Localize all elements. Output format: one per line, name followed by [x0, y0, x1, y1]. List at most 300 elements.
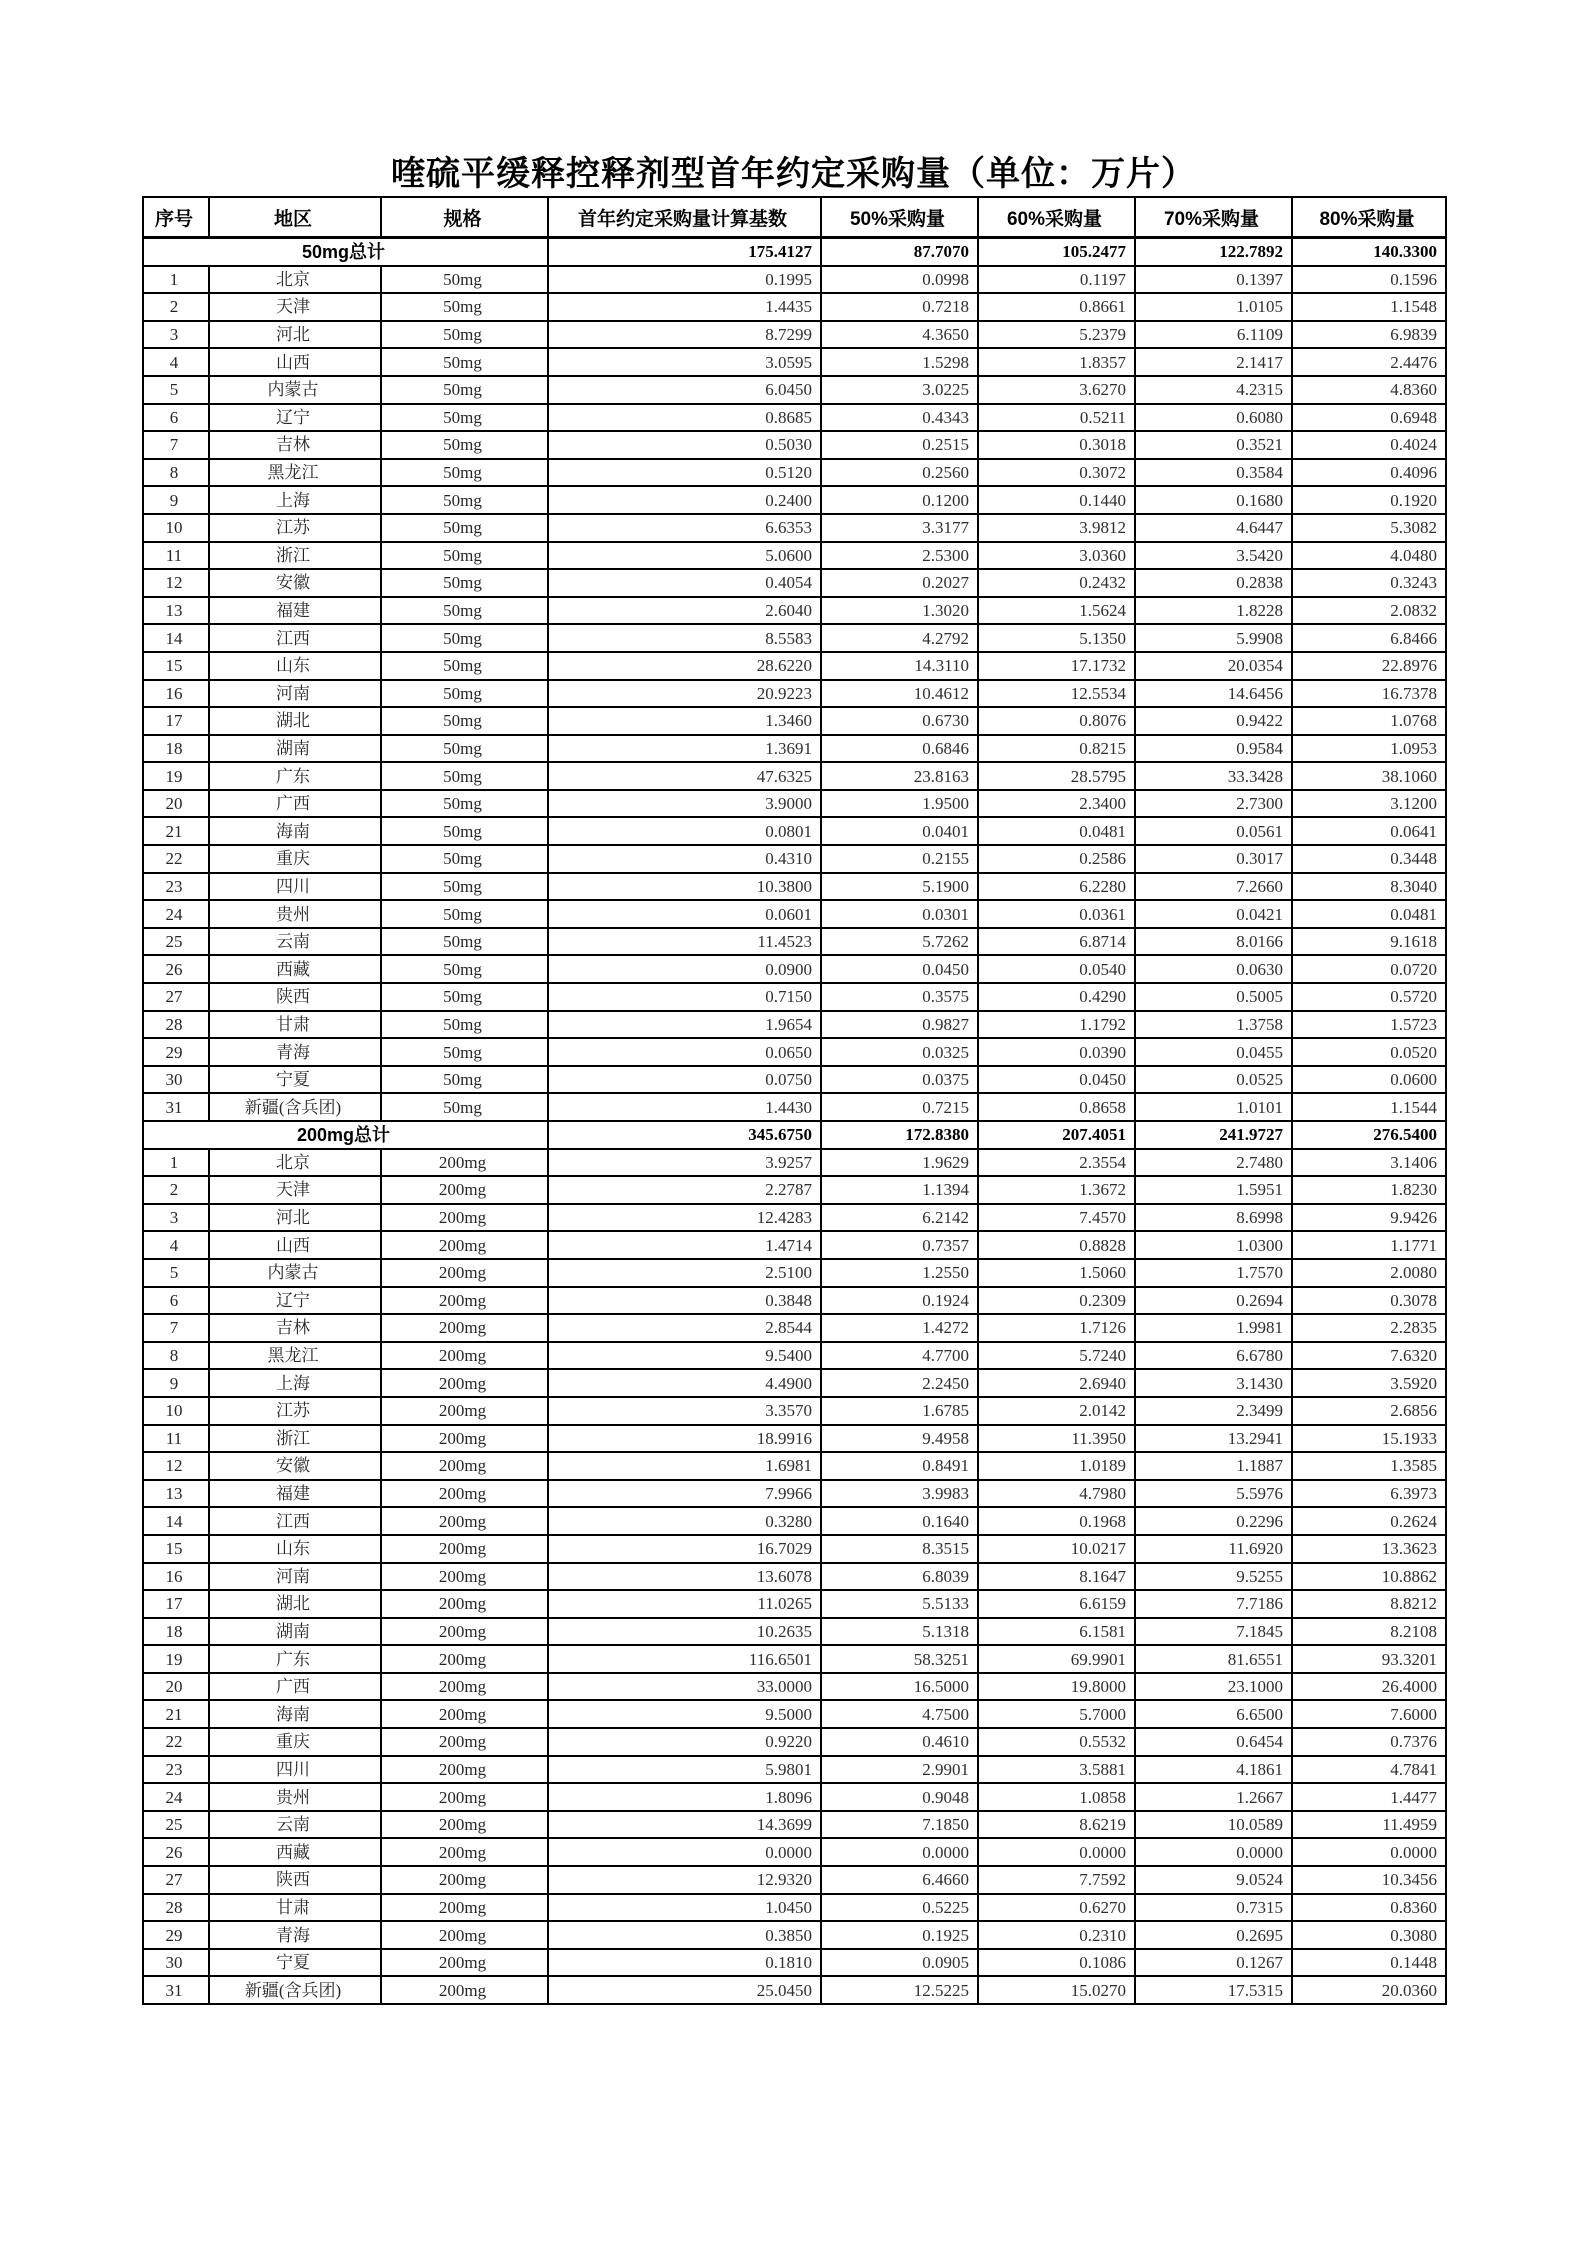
spec: 200mg [381, 1176, 548, 1204]
spec: 200mg [381, 1756, 548, 1784]
qty-50pct: 6.2142 [821, 1204, 978, 1232]
base-qty: 9.5000 [548, 1700, 821, 1728]
qty-60pct: 0.1440 [978, 486, 1135, 514]
region-name: 河北 [209, 321, 381, 349]
base-qty: 0.0601 [548, 900, 821, 928]
procurement-table [142, 196, 1447, 2005]
table-row [143, 486, 1446, 514]
base-qty: 0.0000 [548, 1838, 821, 1866]
base-qty: 10.2635 [548, 1618, 821, 1646]
region-name: 安徽 [209, 1452, 381, 1480]
table-row [143, 1397, 1446, 1425]
qty-60pct: 1.5060 [978, 1259, 1135, 1287]
qty-60pct: 6.2280 [978, 873, 1135, 901]
spec: 50mg [381, 1011, 548, 1039]
qty-70pct: 0.5005 [1135, 983, 1292, 1011]
qty-60pct: 3.9812 [978, 514, 1135, 542]
table-row [143, 459, 1446, 487]
base-qty: 14.3699 [548, 1811, 821, 1839]
table-row [143, 1921, 1446, 1949]
table-row [143, 1673, 1446, 1701]
table-row [143, 762, 1446, 790]
qty-80pct: 13.3623 [1292, 1535, 1446, 1563]
qty-50pct: 0.4610 [821, 1728, 978, 1756]
qty-60pct: 0.3072 [978, 459, 1135, 487]
row-index: 29 [143, 1921, 209, 1949]
total-qty-80pct: 140.3300 [1292, 238, 1446, 266]
base-qty: 8.5583 [548, 624, 821, 652]
qty-60pct: 8.1647 [978, 1563, 1135, 1591]
qty-60pct: 7.7592 [978, 1866, 1135, 1894]
qty-60pct: 0.8215 [978, 735, 1135, 763]
base-qty: 0.0801 [548, 817, 821, 845]
qty-80pct: 1.8230 [1292, 1176, 1446, 1204]
row-index: 1 [143, 266, 209, 294]
qty-50pct: 0.1925 [821, 1921, 978, 1949]
qty-60pct: 0.5211 [978, 404, 1135, 432]
base-qty: 3.9257 [548, 1149, 821, 1177]
table-row [143, 624, 1446, 652]
row-index: 19 [143, 1645, 209, 1673]
qty-60pct: 0.0450 [978, 1066, 1135, 1094]
qty-80pct: 26.4000 [1292, 1673, 1446, 1701]
qty-50pct: 0.0325 [821, 1038, 978, 1066]
qty-80pct: 7.6000 [1292, 1700, 1446, 1728]
table-body [143, 238, 1446, 2005]
qty-80pct: 4.8360 [1292, 376, 1446, 404]
region-name: 内蒙古 [209, 1259, 381, 1287]
row-index: 29 [143, 1038, 209, 1066]
spec: 200mg [381, 1231, 548, 1259]
qty-80pct: 0.4096 [1292, 459, 1446, 487]
region-name: 山西 [209, 1231, 381, 1259]
region-name: 辽宁 [209, 404, 381, 432]
row-index: 17 [143, 1590, 209, 1618]
qty-50pct: 0.4343 [821, 404, 978, 432]
base-qty: 1.4714 [548, 1231, 821, 1259]
base-qty: 20.9223 [548, 680, 821, 708]
qty-70pct: 14.6456 [1135, 680, 1292, 708]
region-name: 内蒙古 [209, 376, 381, 404]
qty-60pct: 8.6219 [978, 1811, 1135, 1839]
qty-60pct: 5.7240 [978, 1342, 1135, 1370]
qty-50pct: 1.9629 [821, 1149, 978, 1177]
qty-70pct: 2.7300 [1135, 790, 1292, 818]
qty-50pct: 14.3110 [821, 652, 978, 680]
spec: 200mg [381, 1811, 548, 1839]
spec: 200mg [381, 1535, 548, 1563]
row-index: 20 [143, 790, 209, 818]
qty-80pct: 93.3201 [1292, 1645, 1446, 1673]
spec: 50mg [381, 790, 548, 818]
spec: 200mg [381, 1563, 548, 1591]
qty-70pct: 3.1430 [1135, 1369, 1292, 1397]
row-index: 27 [143, 983, 209, 1011]
table-row [143, 431, 1446, 459]
table-row [143, 1176, 1446, 1204]
spec: 200mg [381, 1259, 548, 1287]
table-row [143, 1231, 1446, 1259]
spec: 50mg [381, 624, 548, 652]
row-index: 10 [143, 514, 209, 542]
total-qty-60pct: 207.4051 [978, 1121, 1135, 1149]
row-index: 26 [143, 1838, 209, 1866]
row-index: 8 [143, 1342, 209, 1370]
region-name: 河南 [209, 1563, 381, 1591]
spec: 50mg [381, 680, 548, 708]
col-header-70pct: 70%采购量 [1135, 197, 1292, 238]
row-index: 16 [143, 680, 209, 708]
table-row [143, 1480, 1446, 1508]
spec: 50mg [381, 1066, 548, 1094]
qty-80pct: 0.1920 [1292, 486, 1446, 514]
qty-50pct: 0.7218 [821, 293, 978, 321]
qty-70pct: 1.9981 [1135, 1314, 1292, 1342]
row-index: 24 [143, 1783, 209, 1811]
row-index: 23 [143, 873, 209, 901]
base-qty: 5.0600 [548, 542, 821, 570]
qty-50pct: 5.7262 [821, 928, 978, 956]
qty-70pct: 23.1000 [1135, 1673, 1292, 1701]
qty-50pct: 0.0000 [821, 1838, 978, 1866]
qty-80pct: 1.4477 [1292, 1783, 1446, 1811]
qty-60pct: 0.0000 [978, 1838, 1135, 1866]
spec: 200mg [381, 1287, 548, 1315]
qty-80pct: 0.6948 [1292, 404, 1446, 432]
base-qty: 0.8685 [548, 404, 821, 432]
region-name: 湖南 [209, 735, 381, 763]
base-qty: 0.3280 [548, 1507, 821, 1535]
qty-70pct: 5.9908 [1135, 624, 1292, 652]
region-name: 北京 [209, 1149, 381, 1177]
qty-70pct: 4.6447 [1135, 514, 1292, 542]
region-name: 山东 [209, 1535, 381, 1563]
row-index: 21 [143, 817, 209, 845]
base-qty: 12.9320 [548, 1866, 821, 1894]
qty-50pct: 0.1640 [821, 1507, 978, 1535]
qty-70pct: 0.9422 [1135, 707, 1292, 735]
table-row [143, 1700, 1446, 1728]
region-name: 四川 [209, 1756, 381, 1784]
row-index: 30 [143, 1949, 209, 1977]
qty-70pct: 1.0105 [1135, 293, 1292, 321]
qty-50pct: 0.0450 [821, 955, 978, 983]
qty-80pct: 4.7841 [1292, 1756, 1446, 1784]
qty-80pct: 4.0480 [1292, 542, 1446, 570]
total-qty-60pct: 105.2477 [978, 238, 1135, 266]
qty-70pct: 3.5420 [1135, 542, 1292, 570]
qty-50pct: 0.5225 [821, 1894, 978, 1922]
region-name: 黑龙江 [209, 1342, 381, 1370]
qty-60pct: 11.3950 [978, 1425, 1135, 1453]
qty-60pct: 0.8661 [978, 293, 1135, 321]
qty-50pct: 0.2560 [821, 459, 978, 487]
table-row [143, 1866, 1446, 1894]
qty-50pct: 0.6730 [821, 707, 978, 735]
spec: 50mg [381, 873, 548, 901]
qty-60pct: 0.1197 [978, 266, 1135, 294]
row-index: 6 [143, 1287, 209, 1315]
qty-80pct: 38.1060 [1292, 762, 1446, 790]
region-name: 浙江 [209, 1425, 381, 1453]
qty-80pct: 0.3080 [1292, 1921, 1446, 1949]
qty-50pct: 1.4272 [821, 1314, 978, 1342]
qty-80pct: 8.3040 [1292, 873, 1446, 901]
qty-70pct: 0.3521 [1135, 431, 1292, 459]
total-qty-50pct: 172.8380 [821, 1121, 978, 1149]
spec: 200mg [381, 1149, 548, 1177]
qty-70pct: 0.3017 [1135, 845, 1292, 873]
table-row [143, 1728, 1446, 1756]
table-row [143, 680, 1446, 708]
row-index: 3 [143, 321, 209, 349]
qty-60pct: 5.2379 [978, 321, 1135, 349]
table-row [143, 266, 1446, 294]
qty-60pct: 0.2586 [978, 845, 1135, 873]
region-name: 天津 [209, 1176, 381, 1204]
qty-80pct: 0.3243 [1292, 569, 1446, 597]
spec: 200mg [381, 1314, 548, 1342]
qty-70pct: 1.7570 [1135, 1259, 1292, 1287]
spec: 200mg [381, 1369, 548, 1397]
qty-50pct: 0.9048 [821, 1783, 978, 1811]
qty-60pct: 0.8076 [978, 707, 1135, 735]
qty-60pct: 1.1792 [978, 1011, 1135, 1039]
qty-70pct: 0.6454 [1135, 1728, 1292, 1756]
row-index: 25 [143, 928, 209, 956]
spec: 200mg [381, 1976, 548, 2004]
qty-50pct: 3.3177 [821, 514, 978, 542]
base-qty: 16.7029 [548, 1535, 821, 1563]
spec: 200mg [381, 1673, 548, 1701]
spec: 200mg [381, 1425, 548, 1453]
region-name: 湖北 [209, 707, 381, 735]
qty-60pct: 19.8000 [978, 1673, 1135, 1701]
qty-60pct: 6.1581 [978, 1618, 1135, 1646]
row-index: 14 [143, 624, 209, 652]
table-row [143, 1507, 1446, 1535]
spec: 50mg [381, 928, 548, 956]
row-index: 10 [143, 1397, 209, 1425]
spec: 200mg [381, 1204, 548, 1232]
qty-60pct: 0.2310 [978, 1921, 1135, 1949]
qty-60pct: 3.6270 [978, 376, 1135, 404]
qty-70pct: 4.2315 [1135, 376, 1292, 404]
row-index: 22 [143, 1728, 209, 1756]
qty-80pct: 2.4476 [1292, 348, 1446, 376]
spec: 50mg [381, 955, 548, 983]
qty-80pct: 0.5720 [1292, 983, 1446, 1011]
base-qty: 0.2400 [548, 486, 821, 514]
row-index: 5 [143, 376, 209, 404]
row-index: 28 [143, 1894, 209, 1922]
row-index: 13 [143, 597, 209, 625]
base-qty: 1.3691 [548, 735, 821, 763]
region-name: 陕西 [209, 1866, 381, 1894]
region-name: 贵州 [209, 900, 381, 928]
region-name: 广东 [209, 1645, 381, 1673]
qty-60pct: 28.5795 [978, 762, 1135, 790]
qty-50pct: 0.6846 [821, 735, 978, 763]
base-qty: 1.0450 [548, 1894, 821, 1922]
base-qty: 10.3800 [548, 873, 821, 901]
base-qty: 25.0450 [548, 1976, 821, 2004]
qty-50pct: 1.2550 [821, 1259, 978, 1287]
qty-70pct: 1.1887 [1135, 1452, 1292, 1480]
qty-50pct: 58.3251 [821, 1645, 978, 1673]
base-qty: 0.4054 [548, 569, 821, 597]
row-index: 2 [143, 1176, 209, 1204]
base-qty: 13.6078 [548, 1563, 821, 1591]
table-row [143, 404, 1446, 432]
qty-70pct: 6.6780 [1135, 1342, 1292, 1370]
base-qty: 0.0900 [548, 955, 821, 983]
row-index: 2 [143, 293, 209, 321]
total-qty-50pct: 87.7070 [821, 238, 978, 266]
base-qty: 5.9801 [548, 1756, 821, 1784]
total-label-200mg: 200mg总计 [143, 1121, 548, 1149]
qty-80pct: 0.0600 [1292, 1066, 1446, 1094]
qty-50pct: 0.1924 [821, 1287, 978, 1315]
table-row [143, 376, 1446, 404]
qty-60pct: 7.4570 [978, 1204, 1135, 1232]
qty-80pct: 15.1933 [1292, 1425, 1446, 1453]
qty-70pct: 0.6080 [1135, 404, 1292, 432]
row-index: 17 [143, 707, 209, 735]
spec: 200mg [381, 1480, 548, 1508]
region-name: 山东 [209, 652, 381, 680]
qty-50pct: 10.4612 [821, 680, 978, 708]
row-index: 15 [143, 1535, 209, 1563]
base-qty: 28.6220 [548, 652, 821, 680]
spec: 50mg [381, 486, 548, 514]
col-header-50pct: 50%采购量 [821, 197, 978, 238]
table-row [143, 1535, 1446, 1563]
qty-50pct: 0.0998 [821, 266, 978, 294]
qty-60pct: 0.1968 [978, 1507, 1135, 1535]
table-row [143, 1149, 1446, 1177]
table-row [143, 652, 1446, 680]
table-row [143, 1783, 1446, 1811]
qty-70pct: 0.0421 [1135, 900, 1292, 928]
qty-50pct: 0.1200 [821, 486, 978, 514]
total-row-50mg [143, 238, 1446, 266]
qty-70pct: 0.2695 [1135, 1921, 1292, 1949]
table-row [143, 1204, 1446, 1232]
qty-50pct: 5.5133 [821, 1590, 978, 1618]
row-index: 1 [143, 1149, 209, 1177]
qty-60pct: 0.0481 [978, 817, 1135, 845]
qty-60pct: 2.3554 [978, 1149, 1135, 1177]
qty-50pct: 0.0401 [821, 817, 978, 845]
spec: 50mg [381, 817, 548, 845]
row-index: 19 [143, 762, 209, 790]
qty-50pct: 0.3575 [821, 983, 978, 1011]
row-index: 13 [143, 1480, 209, 1508]
spec: 50mg [381, 707, 548, 735]
qty-50pct: 1.1394 [821, 1176, 978, 1204]
col-header-spec: 规格 [381, 197, 548, 238]
region-name: 江西 [209, 1507, 381, 1535]
spec: 50mg [381, 652, 548, 680]
row-index: 9 [143, 1369, 209, 1397]
base-qty: 8.7299 [548, 321, 821, 349]
qty-50pct: 3.9983 [821, 1480, 978, 1508]
qty-80pct: 2.6856 [1292, 1397, 1446, 1425]
qty-80pct: 2.2835 [1292, 1314, 1446, 1342]
qty-80pct: 0.2624 [1292, 1507, 1446, 1535]
qty-70pct: 2.3499 [1135, 1397, 1292, 1425]
spec: 200mg [381, 1590, 548, 1618]
qty-80pct: 0.8360 [1292, 1894, 1446, 1922]
spec: 50mg [381, 293, 548, 321]
table-row [143, 348, 1446, 376]
region-name: 四川 [209, 873, 381, 901]
table-row [143, 1342, 1446, 1370]
spec: 200mg [381, 1894, 548, 1922]
qty-50pct: 1.6785 [821, 1397, 978, 1425]
qty-70pct: 0.0525 [1135, 1066, 1292, 1094]
spec: 50mg [381, 845, 548, 873]
table-row [143, 1590, 1446, 1618]
row-index: 16 [143, 1563, 209, 1591]
base-qty: 2.6040 [548, 597, 821, 625]
spec: 50mg [381, 1038, 548, 1066]
spec: 50mg [381, 762, 548, 790]
spec: 200mg [381, 1949, 548, 1977]
spec: 200mg [381, 1728, 548, 1756]
qty-70pct: 0.2838 [1135, 569, 1292, 597]
spec: 50mg [381, 514, 548, 542]
row-index: 23 [143, 1756, 209, 1784]
base-qty: 0.9220 [548, 1728, 821, 1756]
spec: 50mg [381, 431, 548, 459]
qty-60pct: 10.0217 [978, 1535, 1135, 1563]
row-index: 4 [143, 348, 209, 376]
qty-80pct: 8.8212 [1292, 1590, 1446, 1618]
region-name: 河南 [209, 680, 381, 708]
base-qty: 1.3460 [548, 707, 821, 735]
total-qty-80pct: 276.5400 [1292, 1121, 1446, 1149]
region-name: 吉林 [209, 1314, 381, 1342]
qty-70pct: 0.1267 [1135, 1949, 1292, 1977]
qty-80pct: 1.5723 [1292, 1011, 1446, 1039]
qty-80pct: 1.1544 [1292, 1093, 1446, 1121]
qty-60pct: 3.5881 [978, 1756, 1135, 1784]
qty-50pct: 7.1850 [821, 1811, 978, 1839]
table-row [143, 1369, 1446, 1397]
qty-80pct: 0.3448 [1292, 845, 1446, 873]
row-index: 8 [143, 459, 209, 487]
qty-70pct: 0.0561 [1135, 817, 1292, 845]
base-qty: 47.6325 [548, 762, 821, 790]
region-name: 江苏 [209, 514, 381, 542]
table-row [143, 900, 1446, 928]
qty-60pct: 1.3672 [978, 1176, 1135, 1204]
qty-50pct: 1.3020 [821, 597, 978, 625]
row-index: 4 [143, 1231, 209, 1259]
qty-70pct: 1.2667 [1135, 1783, 1292, 1811]
qty-60pct: 0.4290 [978, 983, 1135, 1011]
region-name: 重庆 [209, 845, 381, 873]
qty-70pct: 20.0354 [1135, 652, 1292, 680]
table-row [143, 293, 1446, 321]
qty-70pct: 2.7480 [1135, 1149, 1292, 1177]
qty-80pct: 1.0953 [1292, 735, 1446, 763]
table-row [143, 1259, 1446, 1287]
table-row [143, 845, 1446, 873]
qty-60pct: 5.7000 [978, 1700, 1135, 1728]
